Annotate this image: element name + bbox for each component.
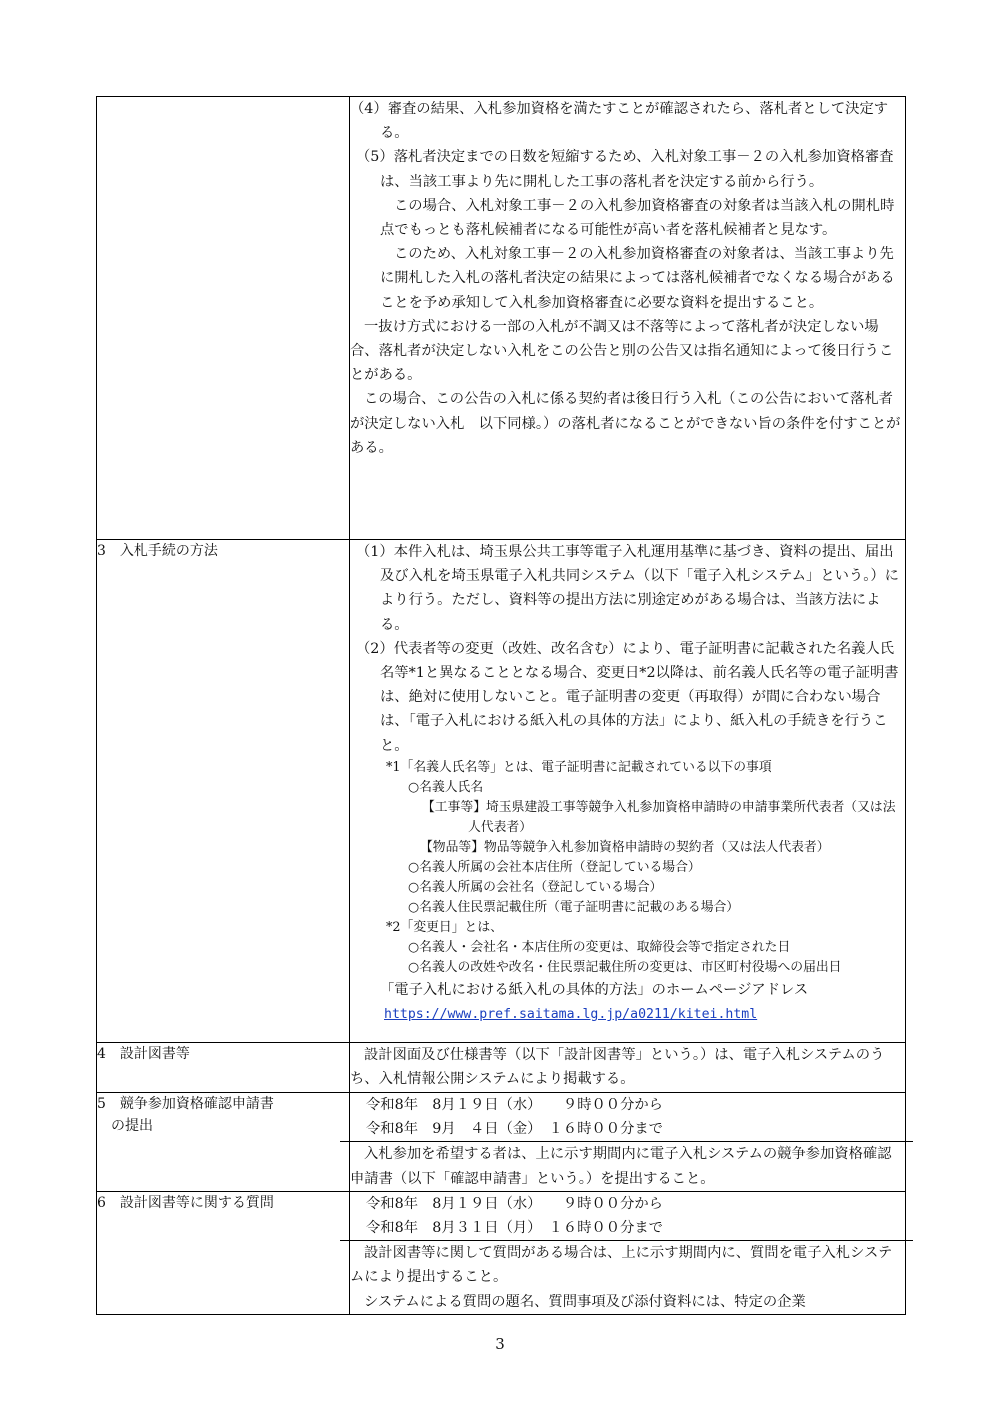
row-content xyxy=(350,1043,906,1093)
footnote: ○名義人住民票記載住所（電子証明書に記載のある場合） xyxy=(408,899,740,915)
schedule-start: 令和8年 8月１９日（水） ９時００分から xyxy=(366,1097,663,1113)
footnote: *1「名義人氏名等」とは、電子証明書に記載されている以下の事項 xyxy=(386,759,772,775)
item-2: （2）代表者等の変更（改姓、改名含む）により、電子証明書に記載された名義人氏名等*1と異なることとなる場合、変更日*2以降は、前名義人氏名等の電子証明書は、絶対に使用しないこと。電子証明書の変更（再取得）が間に合わない場合は、「電子入札における紙入札の具体的方法」により、紙入札の手続きを行うこと。 xyxy=(356,640,899,754)
table-row xyxy=(97,97,906,540)
row-content xyxy=(350,1093,906,1192)
row-label: 6 設計図書等に関する質問 xyxy=(97,1191,350,1314)
footnote: *2「変更日」とは、 xyxy=(386,919,503,935)
paragraph: 設計図面及び仕様書等（以下「設計図書等」という。）は、電子入札システムのうち、入札情報公開システムにより掲載する。 xyxy=(350,1047,885,1088)
schedule-end: 令和8年 9月 ４日（金） １６時００分まで xyxy=(366,1121,663,1138)
row-content xyxy=(350,97,906,540)
table-row xyxy=(97,540,906,1043)
paragraph: 入札参加を希望する者は、上に示す期間内に電子入札システムの競争参加資格確認申請書（以下「確認申請書」という。）を提出すること。 xyxy=(350,1146,892,1187)
footnote: ○名義人氏名 xyxy=(408,779,484,795)
homepage-link[interactable]: https://www.pref.saitama.lg.jp/a0211/kitei.html xyxy=(384,1007,758,1023)
row-label xyxy=(97,97,350,540)
footnote: ○名義人所属の会社本店住所（登記している場合） xyxy=(408,859,701,875)
footnote: ○名義人・会社名・本店住所の変更は、取締役会等で指定された日 xyxy=(408,939,791,955)
table-row xyxy=(97,1043,906,1093)
row-label: 5 競争参加資格確認申請書 の提出 xyxy=(97,1093,350,1192)
divider xyxy=(340,1141,913,1190)
divider xyxy=(340,1240,913,1314)
item-5: （5）落札者決定までの日数を短縮するため、入札対象工事－２の入札参加資格審査は、当該工事より先に開札した工事の落札者を決定する前から行う。 xyxy=(356,149,894,190)
item-1: （1）本件入札は、埼玉県公共工事等電子入札運用基準に基づき、資料の提出、届出及び入札を埼玉県電子入札共同システム（以下「電子入札システム」という。）により行う。ただし、資料等の提出方法に別途定めがある場合は、当該方法による。 xyxy=(356,544,899,633)
url-line xyxy=(350,1002,905,1027)
paragraph: この場合、入札対象工事－２の入札参加資格審査の対象者は当該入札の開札時点でもっとも落札候補者になる可能性が高い者を落札候補者と見なす。 xyxy=(380,197,895,239)
notice-table xyxy=(96,96,906,1315)
footnote: ○名義人の改姓や改名・住民票記載住所の変更は、市区町村役場への届出日 xyxy=(408,959,842,975)
paragraph: 設計図書等に関して質問がある場合は、上に示す期間内に、質問を電子入札システムにより提出すること。 xyxy=(350,1245,893,1286)
homepage-label: 「電子入札における紙入札の具体的方法」のホームページアドレス xyxy=(380,981,809,998)
page-number: 3 xyxy=(495,1335,505,1353)
table-row xyxy=(97,1093,906,1192)
row-label: 3 入札手続の方法 xyxy=(97,540,350,1043)
footnote: ○名義人所属の会社名（登記している場合） xyxy=(408,879,663,895)
item-4: （4）審査の結果、入札参加資格を満たすことが確認されたら、落札者として決定する。 xyxy=(350,101,889,142)
paragraph: このため、入札対象工事－２の入札参加資格審査の対象者は、当該工事より先に開札した入札の落札者決定の結果によっては落札候補者でなくなる場合があることを予め承知して入札参加資格審査に必要な資料を提出すること。 xyxy=(380,246,895,311)
schedule-start: 令和8年 8月１９日（水） ９時００分から xyxy=(366,1195,663,1212)
schedule-end: 令和8年 8月３１日（月） １６時００分まで xyxy=(366,1220,663,1237)
table-row xyxy=(97,1191,906,1314)
footnote: 【物品等】物品等競争入札参加資格申請時の契約者（又は法人代表者） xyxy=(420,839,830,855)
paragraph: この場合、この公告の入札に係る契約者は後日行う入札（この公告において落札者が決定しない入札 以下同様。）の落札者になることができない旨の条件を付すことがある。 xyxy=(350,391,901,456)
paragraph: 一抜け方式における一部の入札が不調又は不落等によって落札者が決定しない場合、落札者が決定しない入札をこの公告と別の公告又は指名通知によって後日行うことがある。 xyxy=(350,318,894,384)
footnotes xyxy=(350,758,905,978)
row-label: 4 設計図書等 xyxy=(97,1043,350,1093)
footnote: 【工事等】埼玉県建設工事等競争入札参加資格申請時の申請事業所代表者（又は法人代表者） xyxy=(422,799,896,835)
row-content xyxy=(350,1191,906,1314)
paragraph: システムによる質問の題名、質問事項及び添付資料には、特定の企業 xyxy=(364,1293,806,1310)
row-content xyxy=(350,540,906,1043)
